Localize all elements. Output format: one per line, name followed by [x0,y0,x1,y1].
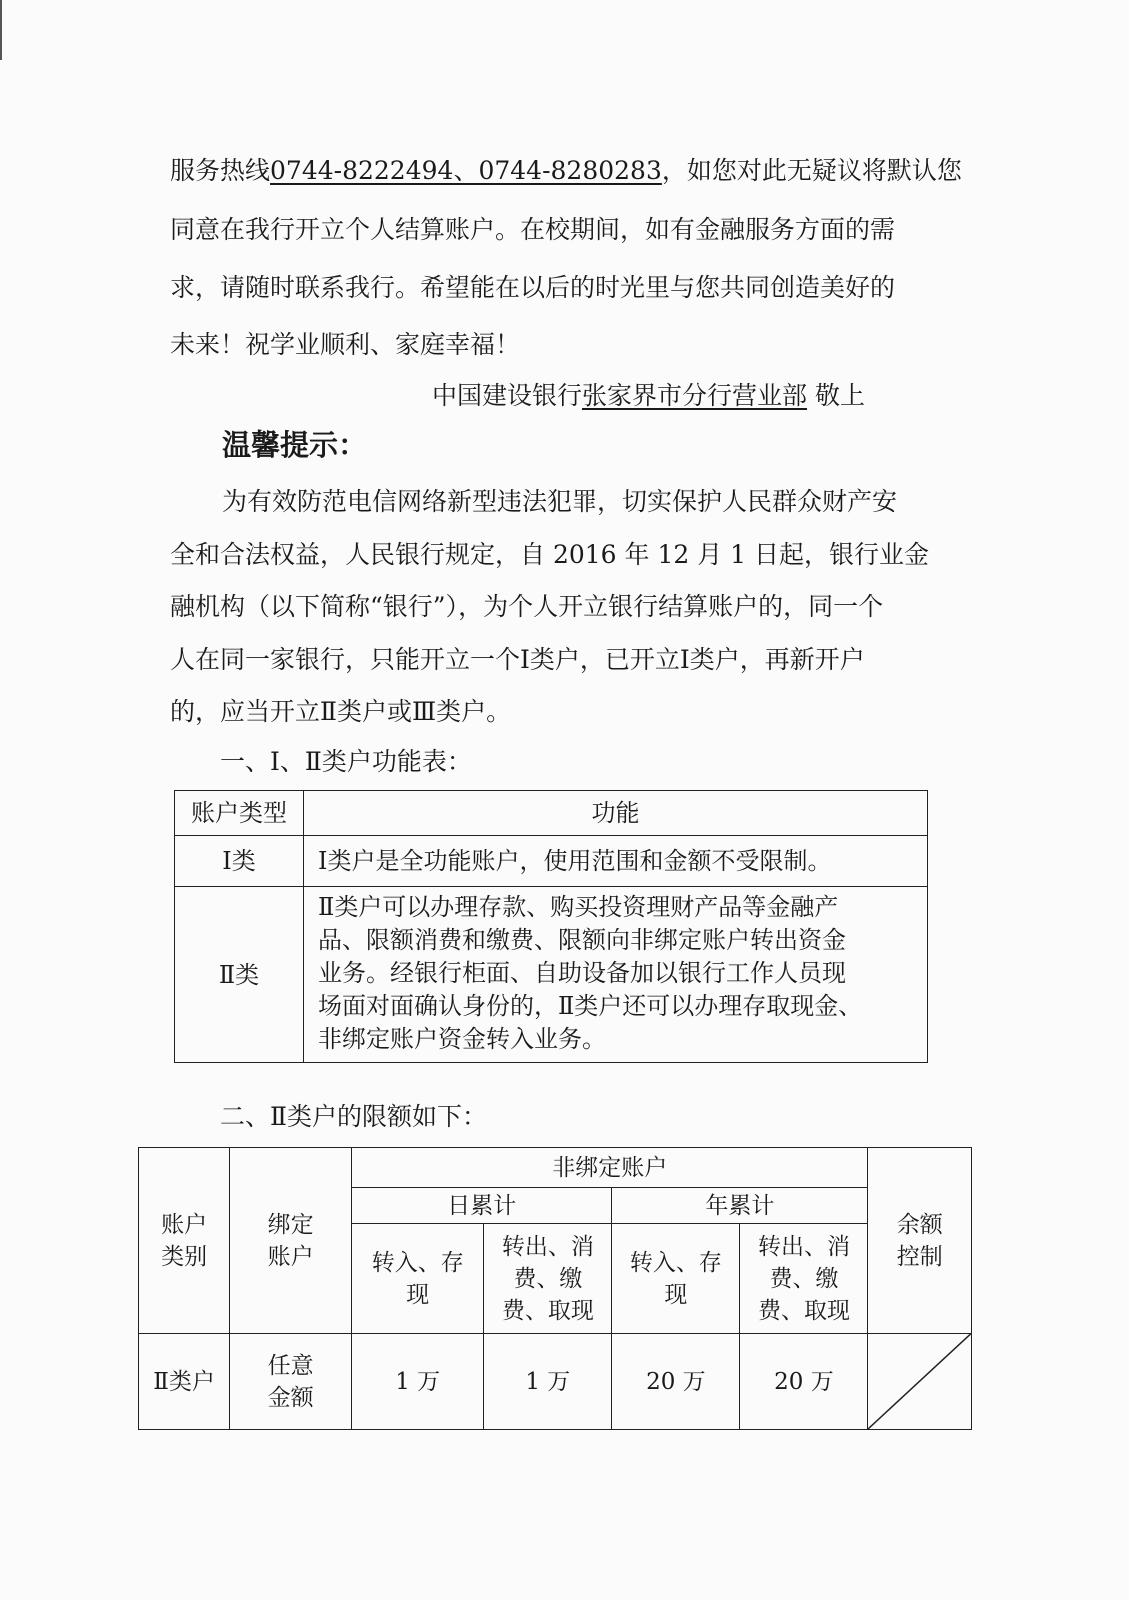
row-yearly-in: 20 万 [612,1334,740,1430]
function-1: Ⅰ类户是全功能账户，使用范围和金额不受限制。 [304,836,928,887]
function-2-line: Ⅱ类户可以办理存款、购买投资理财产品等金融产 [318,893,839,921]
signature-bank: 中国建设银行 [432,381,583,410]
signature [432,381,912,411]
function-table [174,790,928,1063]
signature-end: 敬上 [807,381,865,410]
hotline-label: 服务热线 [170,156,271,185]
function-2-line: 业务。经银行柜面、自助设备加以银行工作人员现 [318,959,846,987]
header-yearly-out: 转出、消 费、缴 费、取现 [740,1224,868,1334]
header-account-category: 账户 类别 [139,1148,230,1334]
header-yearly: 年累计 [612,1188,868,1224]
header-daily-in: 转入、存 现 [352,1224,484,1334]
limit-table [138,1147,972,1430]
section2-title: 二、Ⅱ类户的限额如下： [220,1102,487,1131]
header-unbound-account: 非绑定账户 [352,1148,868,1188]
notice-para-line-2: 全和合法权益，人民银行规定，自 2016 年 12 月 1 日起，银行业金 [170,540,930,569]
notice-para-line-4: 人在同一家银行，只能开立一个Ⅰ类户，已开立Ⅰ类户，再新开户 [170,645,865,674]
header-daily-out: 转出、消 费、缴 费、取现 [484,1224,612,1334]
notice-para-line-5: 的，应当开立Ⅱ类户或Ⅲ类户。 [170,697,512,726]
hotline-1: 0744-8222494、0744-8280283 [270,156,662,185]
notice-para-line-3: 融机构（以下简称“银行”），为个人开立银行结算账户的，同一个 [170,592,884,621]
letter-line-4: 未来！祝学业顺利、家庭幸福！ [170,330,521,359]
notice-para-line-1: 为有效防范电信网络新型违法犯罪，切实保护人民群众财产安 [222,487,898,516]
row-yearly-out: 20 万 [740,1334,868,1430]
table-row [139,1334,972,1430]
account-type-1: Ⅰ类 [175,836,304,887]
account-type-2: Ⅱ类 [175,887,304,1063]
header-balance-control: 余额 控制 [868,1148,972,1334]
header-function: 功能 [304,791,928,836]
function-2-line: 品、限额消费和缴费、限额向非绑定账户转出资金 [318,926,846,954]
table-header-row [175,791,928,836]
row-daily-in: 1 万 [352,1334,484,1430]
header-yearly-in: 转入、存 现 [612,1224,740,1334]
table-row [175,836,928,887]
row-balance-empty [868,1334,972,1430]
header-bound-account: 绑定 账户 [230,1148,352,1334]
letter-line-1 [170,156,960,186]
header-daily: 日累计 [352,1188,612,1224]
function-2-line: 非绑定账户资金转入业务。 [318,1025,606,1053]
limit-header-row-1 [139,1148,972,1188]
letter-line-3: 求，请随时联系我行。希望能在以后的时光里与您共同创造美好的 [170,273,896,302]
table-row [175,887,928,1063]
scan-edge-mark [0,0,2,60]
row-daily-out: 1 万 [484,1334,612,1430]
row-account-type: Ⅱ类户 [139,1334,230,1430]
row-bound-amount: 任意 金额 [230,1334,352,1430]
header-account-type: 账户类型 [175,791,304,836]
letter-line-1-end: ，如您对此无疑议将默认您 [661,156,962,185]
signature-branch: 张家界市分行营业部 [582,381,808,410]
diagonal-line [868,1334,971,1429]
function-2 [304,887,928,1063]
notice-title: 温馨提示： [222,428,368,462]
letter-line-2: 同意在我行开立个人结算账户。在校期间，如有金融服务方面的需 [170,215,896,244]
function-2-line: 场面对面确认身份的，Ⅱ类户还可以办理存取现金、 [318,992,863,1020]
section1-title: 一、Ⅰ、Ⅱ类户功能表： [220,747,472,776]
